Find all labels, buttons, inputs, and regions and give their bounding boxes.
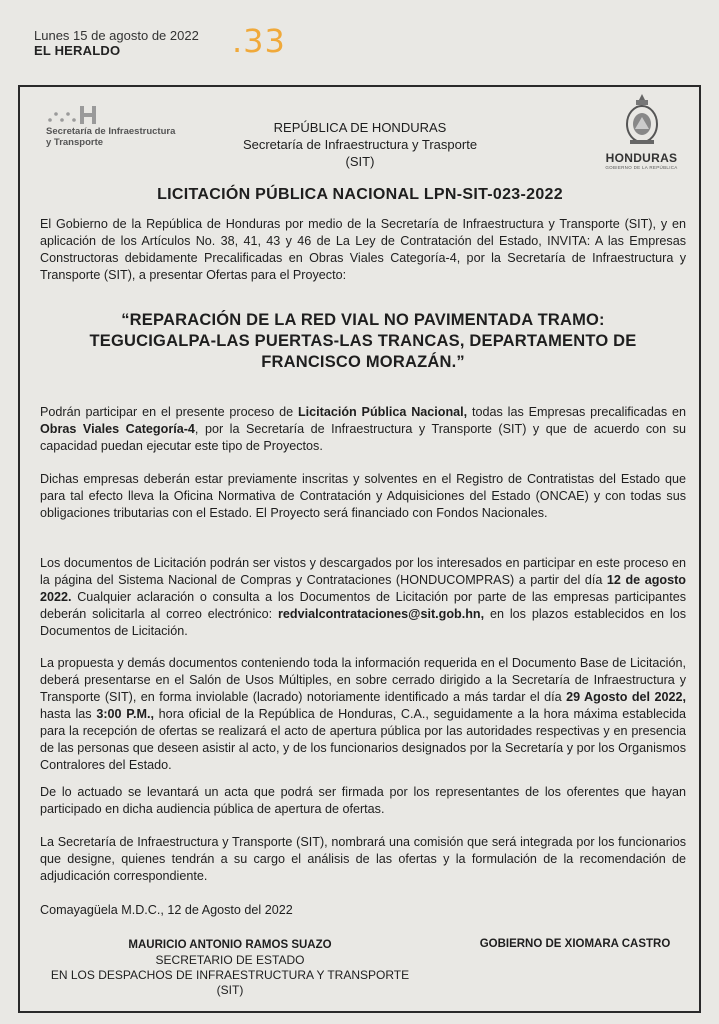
p4-e: en los plazos establecidos en los Documentos de Licitación. [40,607,687,638]
honduras-label: HONDURAS [605,151,678,165]
house-h-icon [46,100,216,126]
p2-e: , por la Secretaría de Infraestructura y Transporte (SIT) y que de acuerdo con su capacidad puedan ejecutar este tipo de Proyectos. [40,422,686,453]
p2-a: Podrán participar en el presente proceso de [40,405,298,419]
submission-paragraph [40,655,686,774]
commission-paragraph: La Secretaría de Infraestructura y Transporte (SIT), nombrará una comisión que será integrada por los funcionarios que designe, quienes tendrán a su cargo el análisis de las ofertas y la formulación de la recomendación de adjudicación correspondiente. [40,835,686,883]
p2-c: todas las Empresas precalificadas en [467,405,687,419]
p4-c: Cualquier aclaración o consulta a los Documentos de Licitación por parte de las empresas participantes deberán solicitarla al correo electrónico: [40,590,686,621]
p4-a: Los documentos de Licitación podrán ser vistos y descargados por los interesados en participar en este proceso en la página del Sistema Nacional de Compras y Contrataciones (HONDUCOMPRAS) a partir del día [40,556,686,587]
honduras-logo [594,92,689,170]
p5-c: hasta las [40,707,97,721]
signer-office: EN LOS DESPACHOS DE INFRAESTRUCTURA Y TRANSPORTE [50,968,410,982]
header-line3: (SIT) [345,154,375,169]
p5-e: hora oficial de la República de Honduras, C.A., seguidamente a la hora máxima establecida para la recepción de ofertas se realizará el acto de apertura pública por las autoridades respectivas y en presencia de las personas que deseen asistir al acto, y de los funcionarios designados por la Secretaría y por los Organismos Contralores del Estado. [40,707,687,772]
page-number: .33 [232,22,286,60]
registration-paragraph: Dichas empresas deberán estar previamente inscritas y solventes en el Registro de Contratistas del Estado que para tal efecto lleva la Oficina Normativa de Contratación y Adquisiciones del Estado (ONCAE) y con todas sus obligaciones tributarias con el Estado. El Proyecto será financiado con Fondos Nacionales. [40,472,686,520]
project-line3: FRANCISCO MORAZÁN.” [261,353,465,371]
signer-name: MAURICIO ANTONIO RAMOS SUAZO [128,939,332,951]
masthead [34,28,199,58]
place-date: Comayagüela M.D.C., 12 de Agosto del 2022 [40,903,293,917]
participation-paragraph [40,404,686,455]
coat-of-arms-icon [594,92,689,151]
intro-paragraph: El Gobierno de la República de Honduras por medio de la Secretaría de Infraestructura y Transporte (SIT), y en aplicación de los Artículos No. 38, 41, 43 y 46 de La Ley de Contratación del Estado, INVITA: A las Empresas Constructoras debidamente Precalificadas en Obras Viales Categoría-4, por la Secretaría de Infraestructura y Transporte (SIT), a presentar Ofertas para el Proyecto: [40,217,686,282]
issue-date: Lunes 15 de agosto de 2022 [34,28,199,43]
minutes-paragraph: De lo actuado se levantará un acta que podrá ser firmada por los representantes de los oferentes que hayan participado en dicha audiencia pública de apertura de ofertas. [40,785,686,816]
sit-logo-line2: y Transporte [46,137,104,148]
deadline-date: 29 Agosto del 2022, [566,690,686,704]
header-line1: REPÚBLICA DE HONDURAS [273,120,447,135]
signer-abbr: (SIT) [216,983,244,997]
project-name [40,310,686,373]
project-line2: TEGUCIGALPA-LAS PUERTAS-LAS TRANCAS, DEPARTAMENTO DE [89,332,637,350]
p5-a: La propuesta y demás documentos conteniendo toda la información requerida en el Documento Base de Licitación, deberá presentarse en el Salón de Usos Múltiples, en sobre cerrado dirigido a la Secretaría de Infraestructura y Transporte (SIT), en forma inviolable (lacrado) notoriamente identificado a más tardar el día [40,656,686,704]
sit-logo [46,100,216,148]
header-line2: Secretaría de Infraestructura y Trasporte [242,137,478,152]
newspaper-name: EL HERALDO [34,43,121,58]
honduras-sublabel: GOBIERNO DE LA REPÚBLICA [605,165,678,170]
deadline-time: 3:00 P.M., [96,707,154,721]
contact-email: redvialcontrataciones@sit.gob.hn, [278,607,485,621]
signer-role: SECRETARIO DE ESTADO [155,953,305,967]
documents-paragraph [40,555,686,640]
p2-b: Licitación Pública Nacional, [297,405,468,419]
p4-b: 12 de agosto 2022. [40,573,686,604]
p2-d: Obras Viales Categoría-4 [40,422,195,436]
government-label: GOBIERNO DE XIOMARA CASTRO [479,938,671,950]
sit-logo-line1: Secretaría de Infraestructura [46,126,176,137]
signature-block [30,938,430,998]
tender-title: LICITACIÓN PÚBLICA NACIONAL LPN-SIT-023-2022 [157,186,563,203]
issuer-header [200,119,520,170]
project-line1: “REPARACIÓN DE LA RED VIAL NO PAVIMENTADA TRAMO: [121,311,605,329]
